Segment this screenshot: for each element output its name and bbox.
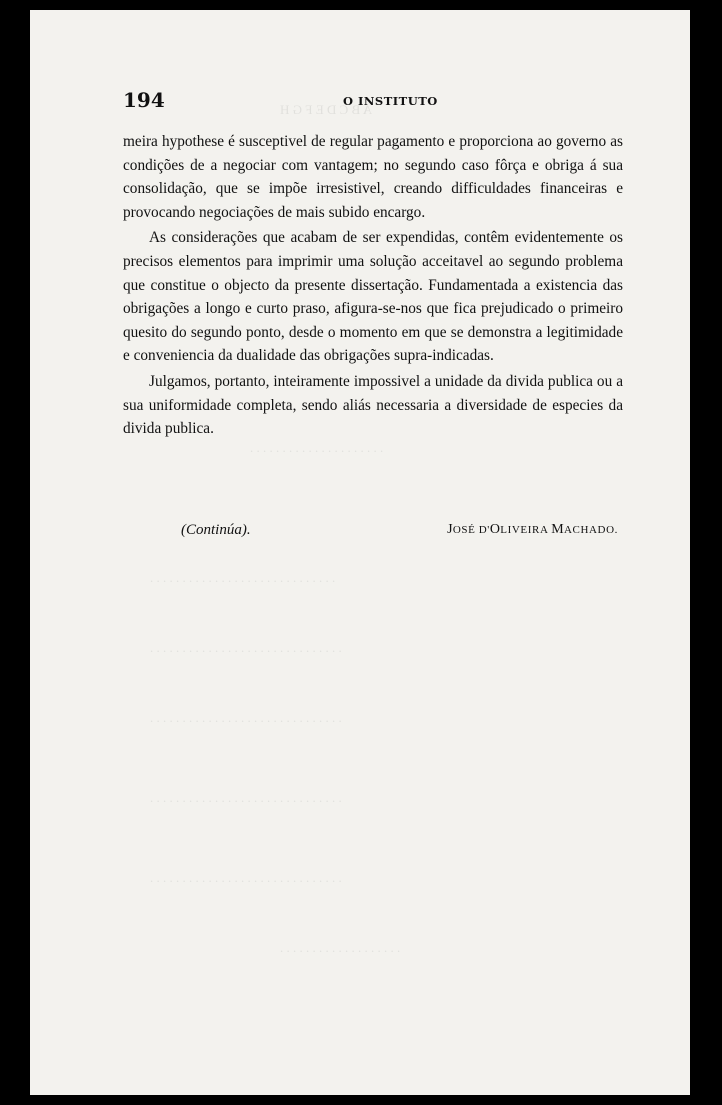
page-number: 194 (123, 88, 165, 112)
bleed-through-6: . . . . . . . . . . . . . . . . . . . . . . . . . . . . . . (150, 790, 342, 805)
document-page (30, 10, 690, 1095)
bleed-through-3: . . . . . . . . . . . . . . . . . . . . . . . . . . . . . (150, 570, 336, 585)
continua-note: (Continúa). (181, 522, 251, 538)
author-initial-1: J (447, 522, 453, 537)
author-part-2: LIVEIRA (500, 524, 552, 536)
page-header (123, 88, 623, 112)
signature-line (123, 522, 623, 546)
paragraph-2: As considerações que acabam de ser expendidas, contêm evidentemente os precisos elementos para imprimir uma solução acceitavel ao segundo problema que constitue o objecto da presente dissertação. Fundamentada a existencia das obrigações a longo e curto praso, afigura-se-nos que fica prejudicado o primeiro quesito do segundo ponto, desde o momento em que se demonstra a legitimidade e conveniencia da dualidade das obrigações supra-indicadas. (123, 229, 623, 365)
paragraph-1: meira hypothese é susceptivel de regular pagamento e proporciona ao governo as condições de a negociar com vantagem; no segundo caso fôrça e obriga á sua consolidação, que se impõe irresistivel, creando difficuldades financeiras e provocando negociações de mais subido encargo. (123, 133, 623, 221)
paragraph-3: Julgamos, portanto, inteiramente impossivel a unidade da divida publica ou a sua uniformidade completa, sendo aliás necessaria a diversidade de especies da divida publica. (123, 372, 623, 438)
bleed-through-1: A B C D E F G H (280, 102, 373, 117)
author-name (447, 522, 618, 538)
author-initial-3: M (551, 522, 564, 537)
author-part-1: OSÉ D' (452, 524, 490, 536)
running-title: O INSTITUTO (343, 94, 438, 108)
bleed-through-4: . . . . . . . . . . . . . . . . . . . . . . . . . . . . . . (150, 640, 342, 655)
bleed-through-7: . . . . . . . . . . . . . . . . . . . . . . . . . . . . . . (150, 870, 342, 885)
author-part-3: ACHADO. (563, 524, 618, 536)
body-text (123, 130, 623, 441)
bleed-through-2: . . . . . . . . . . . . . . . . . . . . . (250, 440, 384, 455)
author-initial-2: O (489, 522, 501, 537)
bleed-through-8: . . . . . . . . . . . . . . . . . . . (280, 940, 401, 955)
bleed-through-5: . . . . . . . . . . . . . . . . . . . . . . . . . . . . . . (150, 710, 342, 725)
